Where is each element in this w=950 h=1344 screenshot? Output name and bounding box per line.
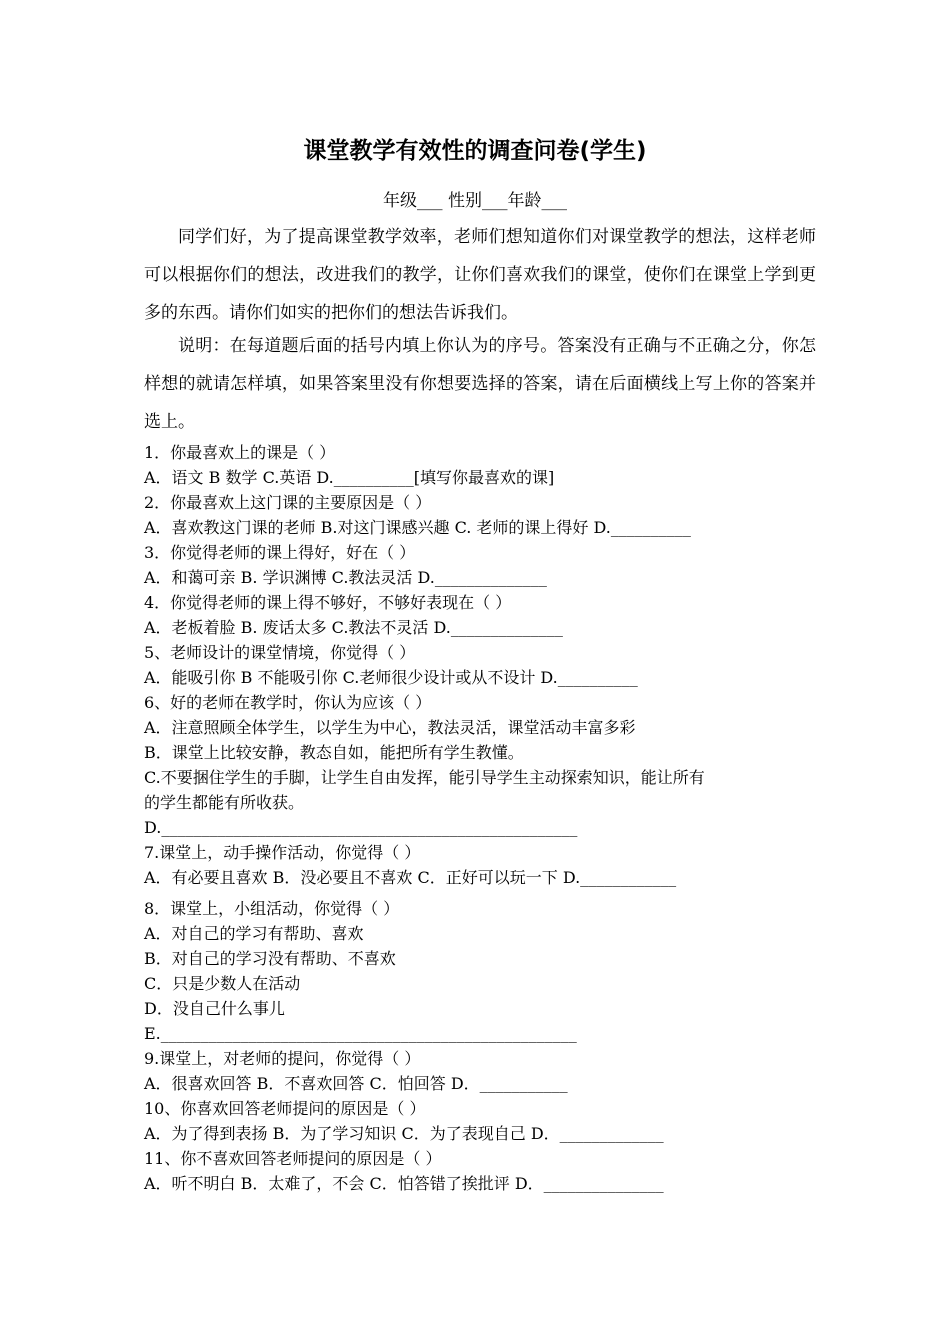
question-1-options: A．语文 B 数学 C.英语 D.__________[填写你最喜欢的课] xyxy=(144,468,555,487)
question-7-options: A．有必要且喜欢 B．没必要且不喜欢 C．正好可以玩一下 D.____________ xyxy=(144,868,677,887)
question-7: 7.课堂上，动手操作活动，你觉得（ ） xyxy=(144,843,421,862)
question-8: 8．课堂上，小组活动，你觉得（ ） xyxy=(144,899,400,918)
question-6-option-d: D.____________________________________________________ xyxy=(144,818,578,837)
question-6-option-c: C.不要捆住学生的手脚，让学生自由发挥，能引导学生主动探索知识，能让所有 xyxy=(144,768,705,787)
question-9-options: A．很喜欢回答 B．不喜欢回答 C．怕回答 D．___________ xyxy=(144,1074,568,1093)
question-4-options: A．老板着脸 B. 废话太多 C.教法不灵活 D.______________ xyxy=(144,618,563,637)
question-2: 2．你最喜欢上这门课的主要原因是（ ） xyxy=(144,493,432,512)
question-5-options: A．能吸引你 B 不能吸引你 C.老师很少设计或从不设计 D.__________ xyxy=(144,668,638,687)
question-11: 11、你不喜欢回答老师提问的原因是（ ） xyxy=(144,1149,442,1168)
student-info-line: 年级___ 性别___年龄___ xyxy=(383,191,567,211)
question-6-option-c-cont: 的学生都能有所收获。 xyxy=(144,793,305,812)
question-6-option-b: B．课堂上比较安静，教态自如，能把所有学生教懂。 xyxy=(144,743,524,762)
question-2-options: A．喜欢教这门课的老师 B.对这门课感兴趣 C. 老师的课上得好 D.__________ xyxy=(144,518,691,537)
intro-paragraph: 同学们好，为了提高课堂教学效率，老师们想知道你们对课堂教学的想法，这样老师可以根据你们的想法，改进我们的教学，让你们喜欢我们的课堂，使你们在课堂上学到更多的东西。请你们如实的把你们的想法告诉我们。 xyxy=(144,227,816,323)
question-8-option-a: A．对自己的学习有帮助、喜欢 xyxy=(144,924,364,943)
question-5: 5、老师设计的课堂情境，你觉得（ ） xyxy=(144,643,416,662)
question-4: 4．你觉得老师的课上得不够好，不够好表现在（ ） xyxy=(144,593,512,612)
question-3-options: A．和蔼可亲 B. 学识渊博 C.教法灵活 D.______________ xyxy=(144,568,547,587)
instructions-paragraph: 说明：在每道题后面的括号内填上你认为的序号。答案没有正确与不正确之分，你怎样想的就请怎样填，如果答案里没有你想要选择的答案，请在后面横线上写上你的答案并选上。 xyxy=(144,336,816,432)
question-11-options: A．听不明白 B．太难了，不会 C．怕答错了挨批评 D．_______________ xyxy=(144,1174,664,1193)
question-9: 9.课堂上，对老师的提问，你觉得（ ） xyxy=(144,1049,421,1068)
question-8-option-b: B．对自己的学习没有帮助、不喜欢 xyxy=(144,949,396,968)
question-10-options: A．为了得到表扬 B．为了学习知识 C．为了表现自己 D．_____________ xyxy=(144,1124,664,1143)
question-6: 6、好的老师在教学时，你认为应该（ ） xyxy=(144,693,432,712)
page-title: 课堂教学有效性的调查问卷(学生) xyxy=(303,138,647,164)
question-10: 10、你喜欢回答老师提问的原因是（ ） xyxy=(144,1099,426,1118)
question-1: 1．你最喜欢上的课是（ ） xyxy=(144,443,336,462)
question-8-option-e: E.____________________________________________________ xyxy=(144,1024,577,1043)
question-8-option-d: D．没自己什么事儿 xyxy=(144,999,285,1018)
question-6-option-a: A．注意照顾全体学生，以学生为中心，教法灵活，课堂活动丰富多彩 xyxy=(144,718,636,737)
question-3: 3．你觉得老师的课上得好，好在（ ） xyxy=(144,543,416,562)
question-8-option-c: C．只是少数人在活动 xyxy=(144,974,301,993)
